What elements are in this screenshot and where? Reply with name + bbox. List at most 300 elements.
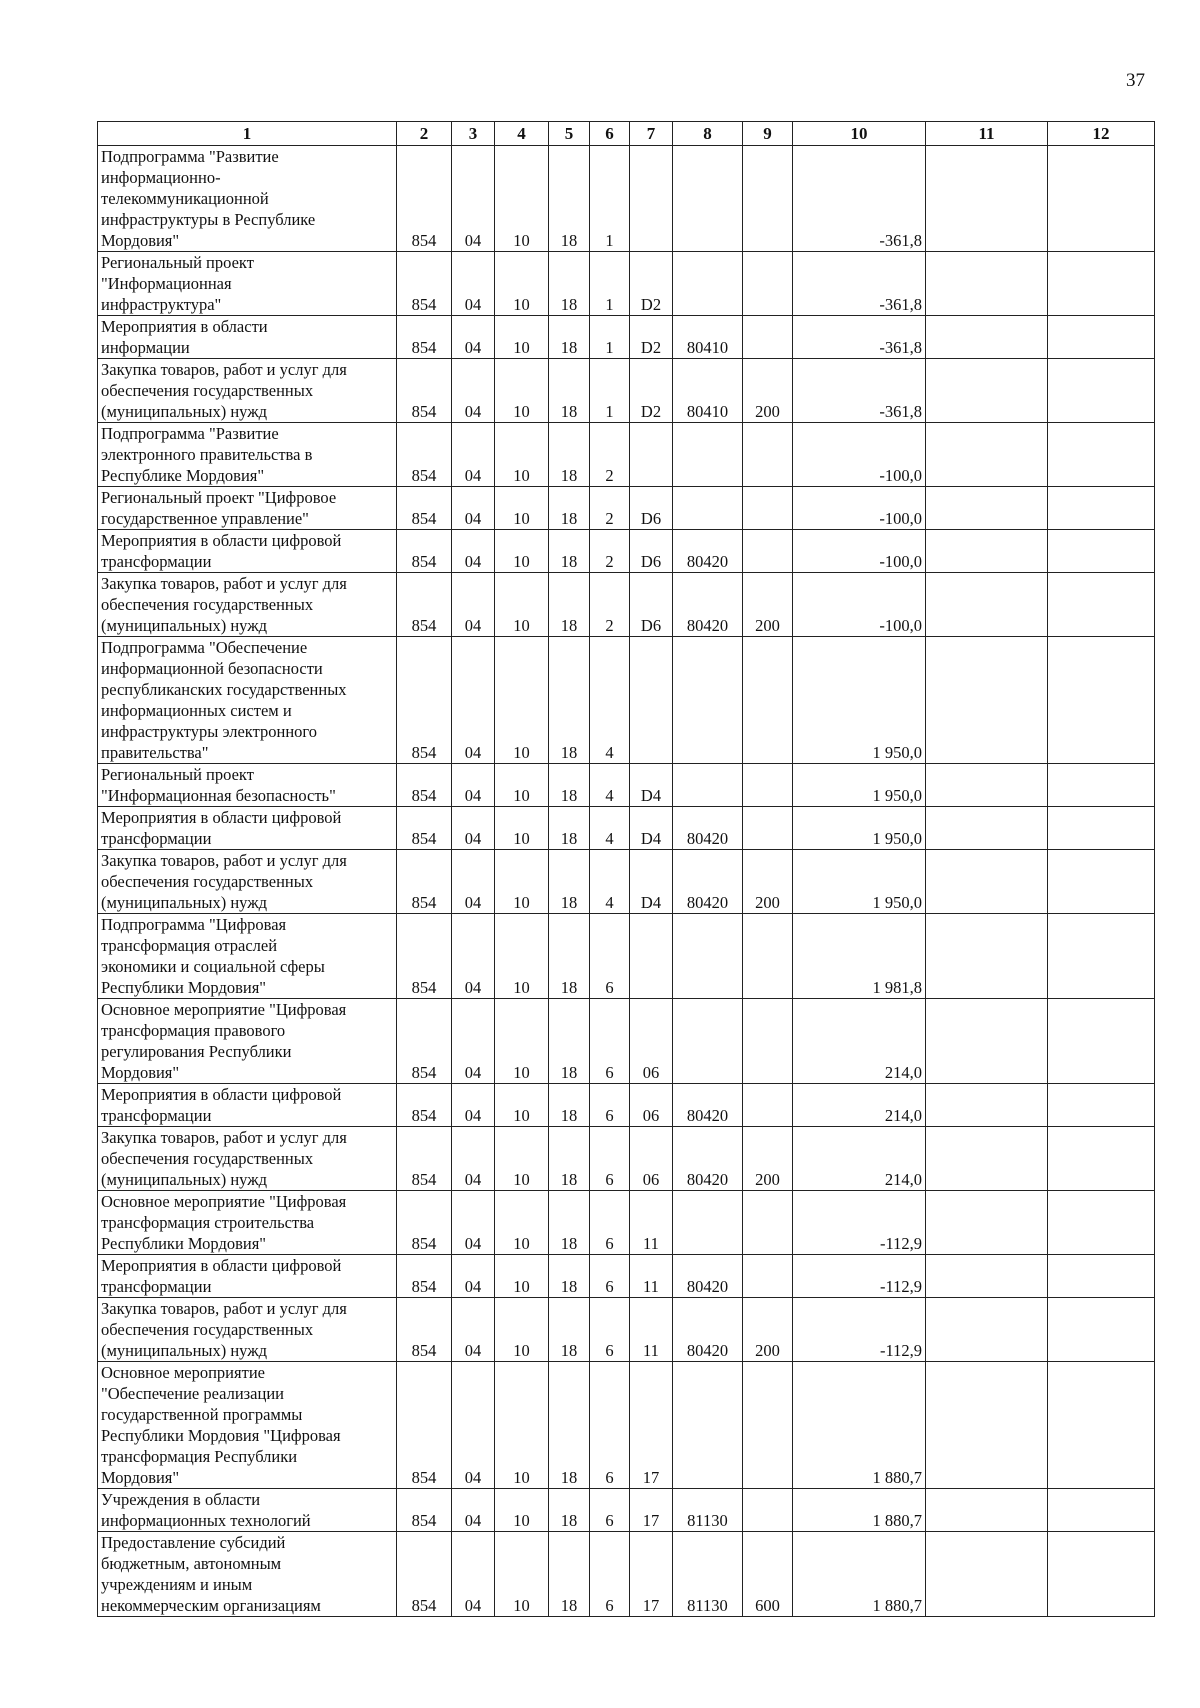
- row-name-line: республиканских государственных: [101, 680, 347, 699]
- cell-col-7: 11: [630, 1255, 673, 1298]
- cell-col-5: 18: [549, 1255, 590, 1298]
- row-name-cell: [98, 1489, 397, 1532]
- cell-col-7: [630, 146, 673, 252]
- row-name-line: трансформации: [101, 552, 212, 571]
- cell-col-5: 18: [549, 423, 590, 487]
- cell-col-6: 2: [590, 423, 630, 487]
- row-name-cell: [98, 914, 397, 999]
- cell-col-5: 18: [549, 1532, 590, 1617]
- row-name-line: некоммерческим организациям: [101, 1596, 321, 1615]
- cell-col-10: 1 880,7: [793, 1362, 926, 1489]
- table-row: [98, 914, 1155, 999]
- table-row: [98, 850, 1155, 914]
- cell-col-12: [1048, 146, 1155, 252]
- cell-col-11: [926, 316, 1048, 359]
- cell-col-12: [1048, 530, 1155, 573]
- cell-col-12: [1048, 764, 1155, 807]
- row-name-line: Закупка товаров, работ и услуг для: [101, 851, 347, 870]
- table-row: [98, 1127, 1155, 1191]
- cell-col-11: [926, 1362, 1048, 1489]
- cell-col-8: 80410: [673, 359, 743, 423]
- row-name-line: правительства": [101, 743, 209, 762]
- cell-col-12: [1048, 999, 1155, 1084]
- cell-col-8: [673, 637, 743, 764]
- cell-col-9: [743, 637, 793, 764]
- cell-col-11: [926, 914, 1048, 999]
- cell-col-8: 80420: [673, 850, 743, 914]
- row-name-line: инфраструктура": [101, 295, 222, 314]
- cell-col-3: 04: [452, 487, 495, 530]
- table-row: [98, 1191, 1155, 1255]
- cell-col-7: 06: [630, 1127, 673, 1191]
- row-name-line: Республики Мордовия": [101, 1234, 267, 1253]
- cell-col-11: [926, 764, 1048, 807]
- cell-col-6: 2: [590, 573, 630, 637]
- cell-col-8: [673, 487, 743, 530]
- cell-col-7: D2: [630, 252, 673, 316]
- cell-col-2: 854: [397, 146, 452, 252]
- cell-col-3: 04: [452, 807, 495, 850]
- page-number: 37: [1126, 70, 1145, 91]
- cell-col-6: 1: [590, 316, 630, 359]
- cell-col-12: [1048, 316, 1155, 359]
- cell-col-8: 80420: [673, 1127, 743, 1191]
- cell-col-6: 6: [590, 1127, 630, 1191]
- cell-col-5: 18: [549, 914, 590, 999]
- row-name-line: (муниципальных) нужд: [101, 402, 268, 421]
- cell-col-2: 854: [397, 1255, 452, 1298]
- row-name-cell: [98, 1532, 397, 1617]
- cell-col-2: 854: [397, 487, 452, 530]
- row-name-line: "Обеспечение реализации: [101, 1384, 284, 1403]
- cell-col-6: 6: [590, 1362, 630, 1489]
- cell-col-12: [1048, 1532, 1155, 1617]
- row-name-line: информационных систем и: [101, 701, 292, 720]
- row-name-line: Региональный проект: [101, 253, 254, 272]
- row-name-cell: [98, 850, 397, 914]
- cell-col-2: 854: [397, 1489, 452, 1532]
- cell-col-4: 10: [495, 1127, 549, 1191]
- cell-col-11: [926, 637, 1048, 764]
- cell-col-11: [926, 573, 1048, 637]
- row-name-cell: [98, 252, 397, 316]
- row-name-line: (муниципальных) нужд: [101, 1341, 268, 1360]
- table-row: [98, 1489, 1155, 1532]
- cell-col-10: -100,0: [793, 423, 926, 487]
- row-name-line: Основное мероприятие "Цифровая: [101, 1000, 347, 1019]
- table-row: [98, 423, 1155, 487]
- table-row: [98, 252, 1155, 316]
- cell-col-7: D4: [630, 850, 673, 914]
- column-header-7: 7: [630, 122, 673, 146]
- row-name-line: Закупка товаров, работ и услуг для: [101, 360, 347, 379]
- cell-col-8: 81130: [673, 1532, 743, 1617]
- cell-col-12: [1048, 1084, 1155, 1127]
- cell-col-8: 80420: [673, 1255, 743, 1298]
- cell-col-9: [743, 1255, 793, 1298]
- cell-col-8: [673, 1191, 743, 1255]
- cell-col-12: [1048, 1298, 1155, 1362]
- table-row: [98, 1084, 1155, 1127]
- row-name-cell: [98, 423, 397, 487]
- cell-col-8: [673, 764, 743, 807]
- cell-col-4: 10: [495, 807, 549, 850]
- row-name-cell: [98, 359, 397, 423]
- row-name-line: обеспечения государственных: [101, 381, 314, 400]
- cell-col-10: 214,0: [793, 1127, 926, 1191]
- cell-col-5: 18: [549, 1298, 590, 1362]
- cell-col-3: 04: [452, 1489, 495, 1532]
- column-header-11: 11: [926, 122, 1048, 146]
- table-row: [98, 637, 1155, 764]
- cell-col-11: [926, 252, 1048, 316]
- row-name-line: "Информационная: [101, 274, 232, 293]
- row-name-line: экономики и социальной сферы: [101, 957, 325, 976]
- row-name-line: трансформации: [101, 1106, 212, 1125]
- cell-col-3: 04: [452, 530, 495, 573]
- row-name-line: "Информационная безопасность": [101, 786, 336, 805]
- cell-col-8: [673, 252, 743, 316]
- cell-col-3: 04: [452, 1255, 495, 1298]
- cell-col-4: 10: [495, 1298, 549, 1362]
- row-name-line: Мероприятия в области цифровой: [101, 1085, 342, 1104]
- row-name-line: Предоставление субсидий: [101, 1533, 286, 1552]
- column-header-1: 1: [98, 122, 397, 146]
- row-name-line: государственное управление": [101, 509, 309, 528]
- cell-col-6: 2: [590, 487, 630, 530]
- cell-col-6: 4: [590, 764, 630, 807]
- row-name-cell: [98, 637, 397, 764]
- row-name-line: обеспечения государственных: [101, 595, 314, 614]
- table-row: [98, 1362, 1155, 1489]
- column-header-12: 12: [1048, 122, 1155, 146]
- cell-col-9: [743, 1362, 793, 1489]
- cell-col-12: [1048, 914, 1155, 999]
- row-name-line: Региональный проект "Цифровое: [101, 488, 337, 507]
- column-header-6: 6: [590, 122, 630, 146]
- row-name-line: инфраструктуры в Республике: [101, 210, 316, 229]
- cell-col-6: 6: [590, 999, 630, 1084]
- row-name-cell: [98, 573, 397, 637]
- row-name-line: бюджетным, автономным: [101, 1554, 282, 1573]
- row-name-line: электронного правительства в: [101, 445, 313, 464]
- cell-col-6: 6: [590, 1489, 630, 1532]
- row-name-line: Учреждения в области: [101, 1490, 261, 1509]
- cell-col-10: -100,0: [793, 487, 926, 530]
- cell-col-9: 200: [743, 573, 793, 637]
- cell-col-2: 854: [397, 764, 452, 807]
- row-name-cell: [98, 999, 397, 1084]
- cell-col-9: [743, 530, 793, 573]
- table-row: [98, 1298, 1155, 1362]
- cell-col-3: 04: [452, 573, 495, 637]
- cell-col-2: 854: [397, 530, 452, 573]
- row-name-line: обеспечения государственных: [101, 872, 314, 891]
- cell-col-2: 854: [397, 1362, 452, 1489]
- cell-col-4: 10: [495, 252, 549, 316]
- row-name-cell: [98, 1298, 397, 1362]
- cell-col-6: 6: [590, 1532, 630, 1617]
- cell-col-2: 854: [397, 573, 452, 637]
- cell-col-7: [630, 637, 673, 764]
- cell-col-9: [743, 764, 793, 807]
- cell-col-2: 854: [397, 850, 452, 914]
- row-name-cell: [98, 1127, 397, 1191]
- cell-col-9: [743, 1191, 793, 1255]
- cell-col-10: 1 880,7: [793, 1532, 926, 1617]
- cell-col-5: 18: [549, 316, 590, 359]
- cell-col-4: 10: [495, 316, 549, 359]
- cell-col-10: 214,0: [793, 1084, 926, 1127]
- row-name-line: информационно-: [101, 168, 221, 187]
- row-name-line: Основное мероприятие "Цифровая: [101, 1192, 347, 1211]
- cell-col-2: 854: [397, 1127, 452, 1191]
- cell-col-2: 854: [397, 1084, 452, 1127]
- row-name-line: трансформации: [101, 1277, 212, 1296]
- cell-col-3: 04: [452, 914, 495, 999]
- row-name-line: обеспечения государственных: [101, 1149, 314, 1168]
- column-header-9: 9: [743, 122, 793, 146]
- cell-col-9: [743, 252, 793, 316]
- row-name-cell: [98, 1255, 397, 1298]
- cell-col-12: [1048, 487, 1155, 530]
- table-row: [98, 146, 1155, 252]
- row-name-line: информационной безопасности: [101, 659, 323, 678]
- cell-col-9: 200: [743, 1127, 793, 1191]
- cell-col-7: [630, 914, 673, 999]
- cell-col-6: 4: [590, 807, 630, 850]
- table-row: [98, 807, 1155, 850]
- cell-col-7: 11: [630, 1191, 673, 1255]
- cell-col-10: -361,8: [793, 146, 926, 252]
- cell-col-4: 10: [495, 359, 549, 423]
- cell-col-7: D4: [630, 807, 673, 850]
- table-row: [98, 573, 1155, 637]
- cell-col-8: 80410: [673, 316, 743, 359]
- row-name-line: трансформация отраслей: [101, 936, 278, 955]
- row-name-line: трансформации: [101, 829, 212, 848]
- cell-col-3: 04: [452, 423, 495, 487]
- row-name-line: Подпрограмма "Обеспечение: [101, 638, 308, 657]
- cell-col-6: 4: [590, 850, 630, 914]
- cell-col-4: 10: [495, 1255, 549, 1298]
- cell-col-8: 80420: [673, 573, 743, 637]
- cell-col-6: 1: [590, 359, 630, 423]
- cell-col-3: 04: [452, 637, 495, 764]
- cell-col-12: [1048, 573, 1155, 637]
- row-name-cell: [98, 1191, 397, 1255]
- cell-col-10: 214,0: [793, 999, 926, 1084]
- cell-col-3: 04: [452, 1362, 495, 1489]
- cell-col-5: 18: [549, 359, 590, 423]
- row-name-line: Основное мероприятие: [101, 1363, 265, 1382]
- cell-col-8: 81130: [673, 1489, 743, 1532]
- cell-col-9: [743, 423, 793, 487]
- column-header-2: 2: [397, 122, 452, 146]
- cell-col-7: D2: [630, 359, 673, 423]
- cell-col-8: 80420: [673, 530, 743, 573]
- cell-col-7: 17: [630, 1362, 673, 1489]
- cell-col-4: 10: [495, 850, 549, 914]
- cell-col-10: 1 950,0: [793, 807, 926, 850]
- cell-col-3: 04: [452, 1298, 495, 1362]
- cell-col-9: 600: [743, 1532, 793, 1617]
- cell-col-11: [926, 1191, 1048, 1255]
- cell-col-12: [1048, 252, 1155, 316]
- table-row: [98, 487, 1155, 530]
- row-name-line: Подпрограмма "Цифровая: [101, 915, 287, 934]
- cell-col-11: [926, 1298, 1048, 1362]
- cell-col-2: 854: [397, 637, 452, 764]
- cell-col-5: 18: [549, 1084, 590, 1127]
- cell-col-3: 04: [452, 1127, 495, 1191]
- cell-col-4: 10: [495, 999, 549, 1084]
- cell-col-3: 04: [452, 359, 495, 423]
- cell-col-4: 10: [495, 1532, 549, 1617]
- cell-col-9: [743, 914, 793, 999]
- cell-col-10: 1 950,0: [793, 764, 926, 807]
- cell-col-7: D2: [630, 316, 673, 359]
- cell-col-3: 04: [452, 850, 495, 914]
- cell-col-8: 80420: [673, 1298, 743, 1362]
- cell-col-12: [1048, 637, 1155, 764]
- row-name-cell: [98, 530, 397, 573]
- row-name-line: Региональный проект: [101, 765, 254, 784]
- cell-col-7: D6: [630, 487, 673, 530]
- cell-col-10: 1 950,0: [793, 637, 926, 764]
- cell-col-6: 1: [590, 146, 630, 252]
- column-header-8: 8: [673, 122, 743, 146]
- cell-col-10: -361,8: [793, 316, 926, 359]
- header-row: [98, 122, 1155, 146]
- cell-col-12: [1048, 423, 1155, 487]
- row-name-line: Мордовия": [101, 1063, 180, 1082]
- cell-col-11: [926, 1532, 1048, 1617]
- cell-col-5: 18: [549, 252, 590, 316]
- cell-col-11: [926, 1255, 1048, 1298]
- cell-col-2: 854: [397, 807, 452, 850]
- table-row: [98, 999, 1155, 1084]
- cell-col-6: 6: [590, 1255, 630, 1298]
- cell-col-12: [1048, 1191, 1155, 1255]
- cell-col-7: 11: [630, 1298, 673, 1362]
- row-name-cell: [98, 764, 397, 807]
- cell-col-9: 200: [743, 1298, 793, 1362]
- cell-col-9: 200: [743, 359, 793, 423]
- cell-col-2: 854: [397, 359, 452, 423]
- cell-col-4: 10: [495, 914, 549, 999]
- cell-col-4: 10: [495, 1084, 549, 1127]
- table-row: [98, 316, 1155, 359]
- cell-col-9: [743, 146, 793, 252]
- cell-col-2: 854: [397, 423, 452, 487]
- cell-col-3: 04: [452, 252, 495, 316]
- cell-col-7: D6: [630, 573, 673, 637]
- cell-col-12: [1048, 807, 1155, 850]
- row-name-cell: [98, 807, 397, 850]
- row-name-line: (муниципальных) нужд: [101, 1170, 268, 1189]
- cell-col-12: [1048, 1489, 1155, 1532]
- cell-col-4: 10: [495, 764, 549, 807]
- cell-col-4: 10: [495, 1362, 549, 1489]
- cell-col-5: 18: [549, 1127, 590, 1191]
- cell-col-5: 18: [549, 530, 590, 573]
- cell-col-7: 06: [630, 999, 673, 1084]
- cell-col-7: D4: [630, 764, 673, 807]
- row-name-line: Подпрограмма "Развитие: [101, 147, 279, 166]
- row-name-line: Мероприятия в области: [101, 317, 268, 336]
- cell-col-9: [743, 1084, 793, 1127]
- cell-col-5: 18: [549, 807, 590, 850]
- row-name-line: Подпрограмма "Развитие: [101, 424, 279, 443]
- cell-col-4: 10: [495, 423, 549, 487]
- cell-col-4: 10: [495, 1191, 549, 1255]
- column-header-3: 3: [452, 122, 495, 146]
- column-header-4: 4: [495, 122, 549, 146]
- cell-col-11: [926, 1127, 1048, 1191]
- row-name-line: инфраструктуры электронного: [101, 722, 318, 741]
- cell-col-7: 17: [630, 1532, 673, 1617]
- cell-col-10: 1 880,7: [793, 1489, 926, 1532]
- cell-col-5: 18: [549, 146, 590, 252]
- cell-col-10: -100,0: [793, 530, 926, 573]
- row-name-line: Закупка товаров, работ и услуг для: [101, 1128, 347, 1147]
- cell-col-6: 1: [590, 252, 630, 316]
- row-name-line: информации: [101, 338, 190, 357]
- row-name-line: Мордовия": [101, 1468, 180, 1487]
- cell-col-12: [1048, 1127, 1155, 1191]
- cell-col-2: 854: [397, 1532, 452, 1617]
- cell-col-12: [1048, 359, 1155, 423]
- cell-col-9: [743, 316, 793, 359]
- row-name-cell: [98, 316, 397, 359]
- cell-col-4: 10: [495, 487, 549, 530]
- cell-col-2: 854: [397, 316, 452, 359]
- cell-col-5: 18: [549, 487, 590, 530]
- row-name-line: Закупка товаров, работ и услуг для: [101, 1299, 347, 1318]
- cell-col-6: 6: [590, 914, 630, 999]
- cell-col-3: 04: [452, 1084, 495, 1127]
- cell-col-6: 6: [590, 1191, 630, 1255]
- row-name-line: государственной программы: [101, 1405, 303, 1424]
- cell-col-8: 80420: [673, 807, 743, 850]
- cell-col-8: [673, 146, 743, 252]
- cell-col-11: [926, 487, 1048, 530]
- cell-col-9: [743, 807, 793, 850]
- cell-col-5: 18: [549, 1489, 590, 1532]
- column-header-5: 5: [549, 122, 590, 146]
- cell-col-8: [673, 914, 743, 999]
- table-row: [98, 530, 1155, 573]
- cell-col-9: [743, 487, 793, 530]
- cell-col-7: 06: [630, 1084, 673, 1127]
- cell-col-12: [1048, 1362, 1155, 1489]
- row-name-line: информационных технологий: [101, 1511, 311, 1530]
- row-name-line: трансформация строительства: [101, 1213, 315, 1232]
- cell-col-4: 10: [495, 146, 549, 252]
- cell-col-3: 04: [452, 146, 495, 252]
- table-row: [98, 764, 1155, 807]
- cell-col-11: [926, 999, 1048, 1084]
- cell-col-5: 18: [549, 850, 590, 914]
- cell-col-9: 200: [743, 850, 793, 914]
- cell-col-10: -100,0: [793, 573, 926, 637]
- cell-col-5: 18: [549, 1191, 590, 1255]
- cell-col-7: 17: [630, 1489, 673, 1532]
- cell-col-6: 2: [590, 530, 630, 573]
- cell-col-3: 04: [452, 1191, 495, 1255]
- row-name-line: трансформация Республики: [101, 1447, 298, 1466]
